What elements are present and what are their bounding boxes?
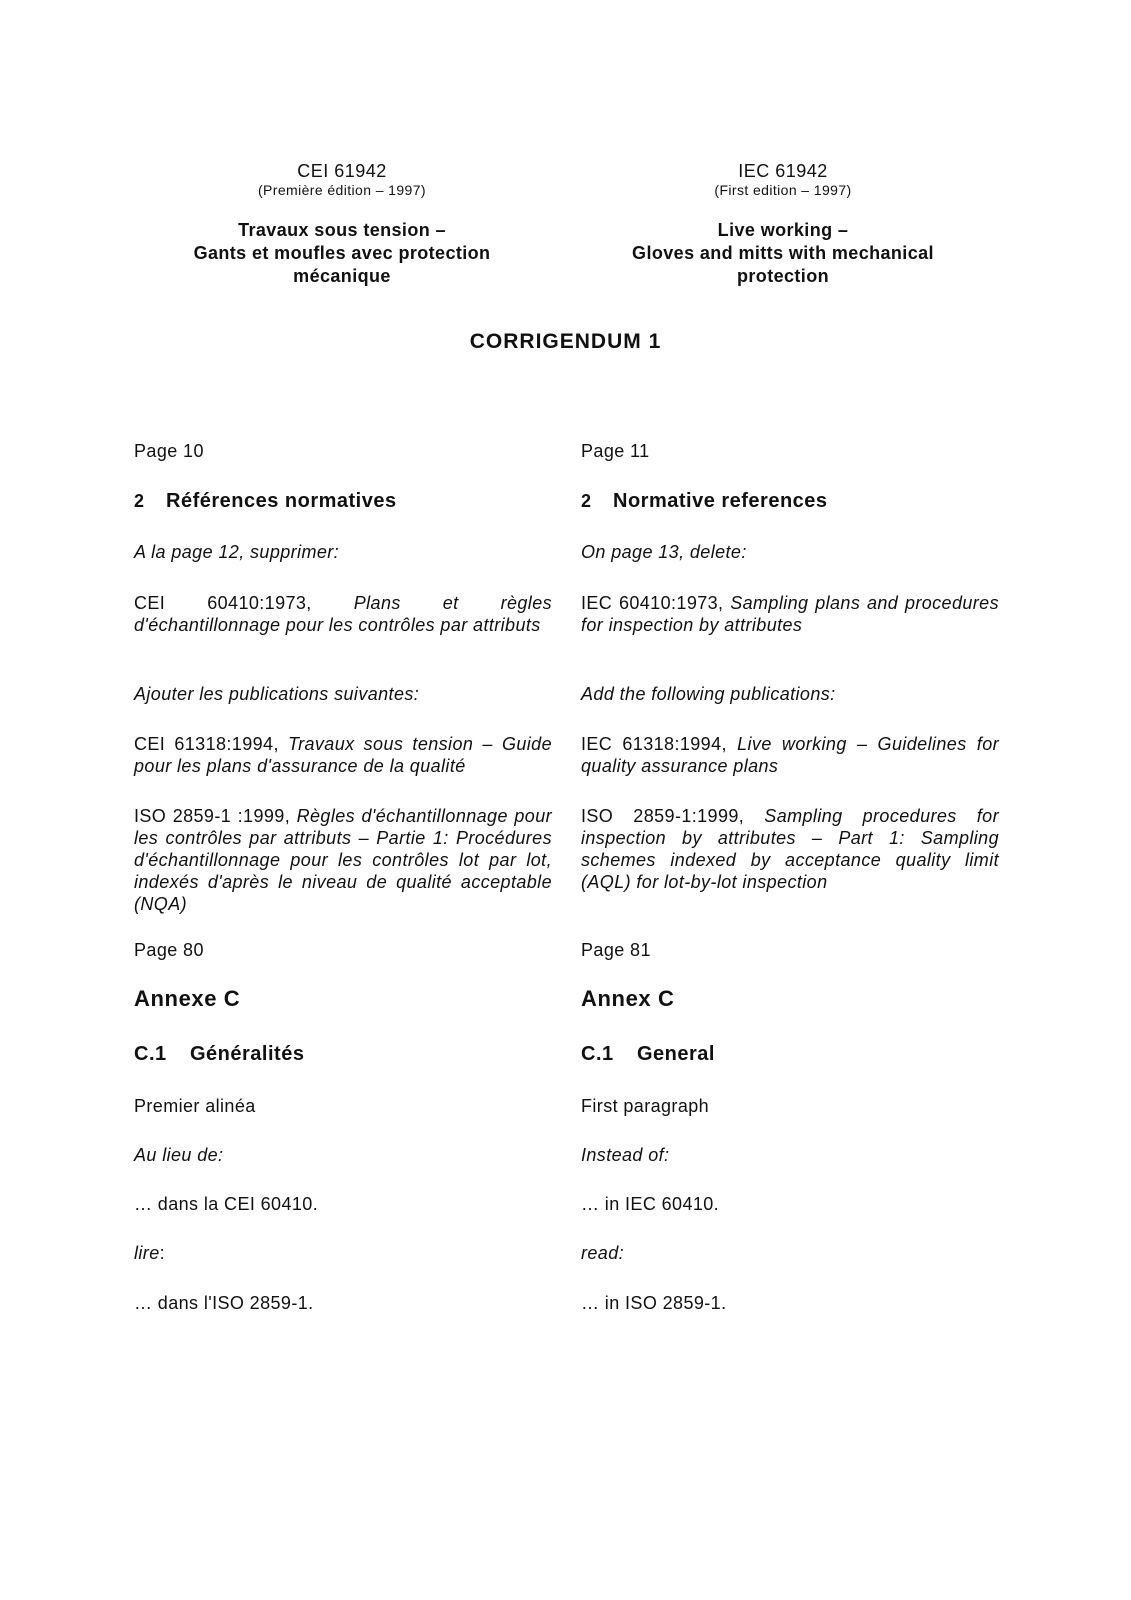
annex-heading-fr: Annexe C xyxy=(134,986,241,1011)
page-ref-fr-1: Page 10 xyxy=(134,441,204,461)
ref-add2-code-fr: ISO 2859-1 :1999, xyxy=(134,806,291,826)
subsection-number-fr: C.1 xyxy=(134,1043,167,1065)
new-text-fr: … dans l'ISO 2859-1. xyxy=(134,1293,314,1313)
title-en-line-2: Gloves and mitts with mechanical xyxy=(632,243,934,263)
instruction-add-fr: Ajouter les publications suivantes: xyxy=(134,684,420,704)
paragraph-ref-en: First paragraph xyxy=(581,1096,710,1116)
ref-delete-code-fr: CEI 60410:1973, xyxy=(134,593,312,613)
ref-add1-en xyxy=(581,733,999,777)
ref-add1-code-en: IEC 61318:1994, xyxy=(581,734,727,754)
title-en-line-1: Live working – xyxy=(717,220,849,240)
ref-add1-title-fr: Travaux sous tension – Guide pour les plans d'assurance de la qualité xyxy=(134,734,553,776)
ref-add1-title-en: Live working – Guidelines for quality assurance plans xyxy=(581,734,1000,776)
page-ref-fr-2: Page 80 xyxy=(134,940,204,960)
edition-en: (First edition – 1997) xyxy=(714,182,852,198)
page-ref-en-1: Page 11 xyxy=(581,441,650,461)
old-text-fr: … dans la CEI 60410. xyxy=(134,1194,319,1214)
subsection-title-fr: Généralités xyxy=(190,1043,305,1065)
section-heading-fr xyxy=(134,490,552,512)
read-word-en: read: xyxy=(581,1243,625,1263)
title-fr-line-3: mécanique xyxy=(293,266,391,286)
section-heading-en xyxy=(581,490,999,512)
instruction-add-en: Add the following publications: xyxy=(581,684,836,704)
read-colon-fr: : xyxy=(159,1243,166,1263)
instruction-delete-fr: A la page 12, supprimer: xyxy=(134,542,340,562)
title-fr-line-2: Gants et moufles avec protection xyxy=(193,243,491,263)
subsection-title-en: General xyxy=(637,1043,715,1065)
ref-delete-en xyxy=(581,592,999,636)
ref-add1-code-fr: CEI 61318:1994, xyxy=(134,734,279,754)
ref-add1-fr xyxy=(134,733,552,777)
section-number-fr: 2 xyxy=(134,491,145,511)
ref-add2-title-en: Sampling procedures for inspection by attributes – Part 1: Sampling schemes indexed by acceptance quality limit (AQL) for lot-by-lot inspection xyxy=(581,806,999,892)
title-en xyxy=(573,219,993,288)
title-en-line-3: protection xyxy=(737,266,829,286)
new-text-en: … in ISO 2859-1. xyxy=(581,1293,727,1313)
ref-add2-en xyxy=(581,805,999,893)
section-title-en: Normative references xyxy=(613,490,828,512)
standard-number-fr: CEI 61942 xyxy=(297,161,387,181)
header-english xyxy=(573,160,993,288)
instruction-delete-en: On page 13, delete: xyxy=(581,542,747,562)
title-fr-line-1: Travaux sous tension – xyxy=(238,220,446,240)
header-french xyxy=(132,160,552,288)
ref-add2-fr xyxy=(134,805,552,915)
section-number-en: 2 xyxy=(581,491,592,511)
read-label-fr xyxy=(134,1242,552,1264)
standard-number-en: IEC 61942 xyxy=(738,161,828,181)
instead-of-en: Instead of: xyxy=(581,1145,670,1165)
ref-delete-code-en: IEC 60410:1973, xyxy=(581,593,724,613)
subsection-heading-fr xyxy=(134,1043,552,1065)
read-word-fr: lire xyxy=(134,1243,160,1263)
section-title-fr: Références normatives xyxy=(166,490,397,512)
old-text-en: … in IEC 60410. xyxy=(581,1194,720,1214)
subsection-number-en: C.1 xyxy=(581,1043,614,1065)
ref-add2-title-fr: Règles d'échantillonnage pour les contrôles par attributs – Partie 1: Procédures d'échantillonnage pour les contrôles lot par lot, indexés d'après le niveau de qualité acceptable (NQA) xyxy=(134,806,552,914)
instead-of-fr: Au lieu de: xyxy=(134,1145,224,1165)
title-fr xyxy=(132,219,552,288)
annex-heading-en: Annex C xyxy=(581,986,675,1011)
corrigendum-title: CORRIGENDUM 1 xyxy=(469,330,662,353)
subsection-heading-en xyxy=(581,1043,999,1065)
ref-delete-title-fr: Plans et règles d'échantillonnage pour les contrôles par attributs xyxy=(134,593,553,635)
ref-add2-code-en: ISO 2859-1:1999, xyxy=(581,806,745,826)
edition-fr: (Première édition – 1997) xyxy=(258,182,426,198)
read-label-en xyxy=(581,1242,999,1264)
paragraph-ref-fr: Premier alinéa xyxy=(134,1096,256,1116)
ref-delete-fr xyxy=(134,592,552,636)
page-ref-en-2: Page 81 xyxy=(581,940,651,960)
ref-delete-title-en: Sampling plans and procedures for inspection by attributes xyxy=(581,593,999,635)
